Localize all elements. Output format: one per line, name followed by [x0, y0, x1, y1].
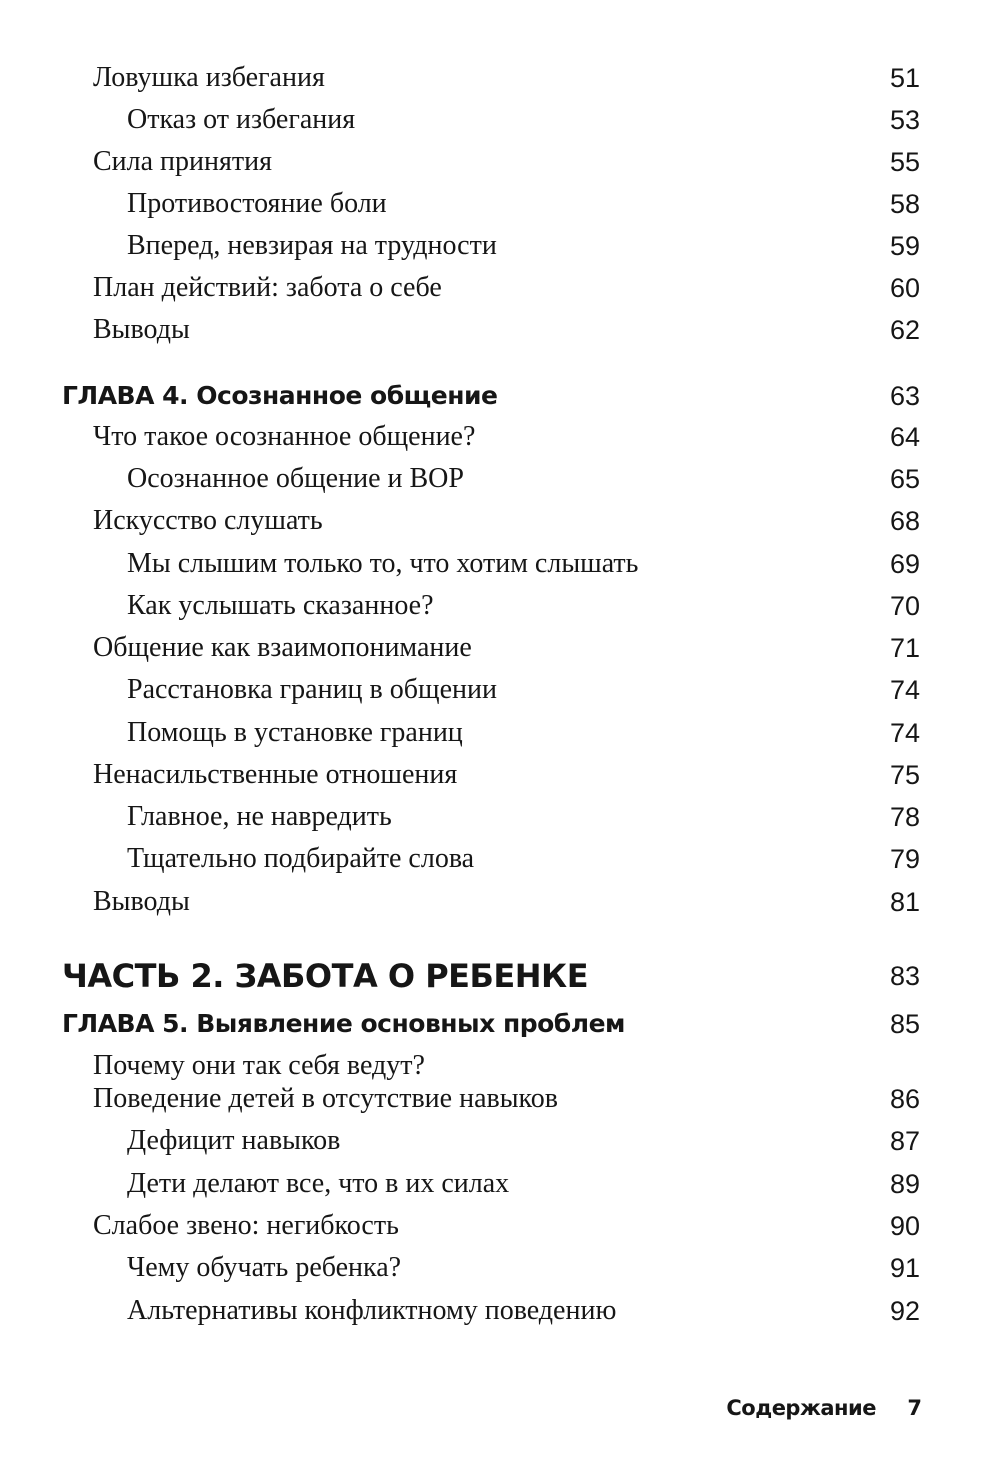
toc-entry-title: Сила принятия [93, 146, 272, 177]
toc-entry-title: Как услышать сказанное? [127, 590, 434, 621]
toc-entry [0, 270, 1000, 310]
toc-entry-page: 74 [889, 718, 920, 748]
toc-chapter-heading [0, 378, 1000, 418]
toc-entry-page: 58 [889, 189, 920, 219]
toc-entry [0, 546, 1000, 586]
page-footer [0, 1393, 1000, 1429]
toc-entry [0, 1166, 1000, 1206]
toc-entry-page: 91 [889, 1253, 920, 1283]
toc-entry-title: Помощь в установке границ [127, 717, 463, 748]
toc-entry [0, 1208, 1000, 1248]
toc-entry-page: 65 [889, 464, 920, 494]
toc-entry-page: 71 [889, 633, 920, 663]
toc-entry [0, 503, 1000, 543]
toc-entry-title: Общение как взаимопонимание [93, 632, 472, 663]
toc-entry [0, 757, 1000, 797]
toc-entry [0, 102, 1000, 142]
toc-entry-page: 83 [889, 961, 920, 991]
toc-entry-title: ЧАСТЬ 2. ЗАБОТА О РЕБЕНКЕ [62, 957, 589, 995]
toc-entry-title: Дефицит навыков [127, 1125, 341, 1156]
toc-entry [0, 419, 1000, 459]
toc-entry-title: Дети делают все, что в их силах [127, 1168, 510, 1199]
toc-entry [0, 799, 1000, 839]
toc-part-heading [0, 958, 1000, 998]
toc-entry-title: Поведение детей в отсутствие навыков [93, 1083, 558, 1114]
toc-entry-title: Противостояние боли [127, 188, 387, 219]
toc-entry-title: Вперед, невзирая на трудности [127, 230, 497, 261]
toc-entry [0, 1293, 1000, 1333]
toc-entry-page: 51 [889, 63, 920, 93]
toc-entry [0, 144, 1000, 184]
toc-chapter-heading [0, 1006, 1000, 1046]
toc-entry [0, 186, 1000, 226]
toc-entry-page: 85 [889, 1009, 920, 1039]
toc-entry-title: Тщательно подбирайте слова [127, 843, 475, 874]
toc-entry-page: 87 [889, 1126, 920, 1156]
toc-entry [0, 884, 1000, 924]
toc-entry-title: ГЛАВА 5. Выявление основных проблем [62, 1009, 625, 1038]
toc-entry-page: 68 [889, 506, 920, 536]
toc-entry-page: 90 [889, 1211, 920, 1241]
toc-entry-title: Что такое осознанное общение? [93, 421, 476, 452]
toc-entry-title: Выводы [93, 314, 190, 345]
toc-entry [0, 841, 1000, 881]
toc-entry-page: 59 [889, 231, 920, 261]
toc-entry-page: 86 [889, 1084, 920, 1114]
toc-entry [0, 715, 1000, 755]
page-number: 7 [907, 1396, 922, 1420]
toc-entry-title: Искусство слушать [93, 505, 323, 536]
toc-entry-page: 53 [889, 105, 920, 135]
toc-entry-title: Осознанное общение и ВОР [127, 463, 464, 494]
toc-entry-title: Слабое звено: негибкость [93, 1210, 399, 1241]
toc-entry-title: ГЛАВА 4. Осознанное общение [62, 381, 498, 410]
toc-entry [0, 60, 1000, 100]
toc-entry-page: 92 [889, 1296, 920, 1326]
toc-entry-page: 89 [889, 1169, 920, 1199]
toc-entry-page: 64 [889, 422, 920, 452]
toc-entry-title: Ловушка избегания [93, 62, 325, 93]
toc-entry [0, 461, 1000, 501]
toc-entry [0, 1081, 1000, 1121]
toc-entry-title: Расстановка границ в общении [127, 674, 497, 705]
toc-entry [0, 672, 1000, 712]
toc-entry-page: 79 [889, 844, 920, 874]
toc-entry-title: Чему обучать ребенка? [127, 1252, 402, 1283]
toc-entry-title: Мы слышим только то, что хотим слышать [127, 548, 639, 579]
toc-entry-title: Главное, не навредить [127, 801, 392, 832]
toc-entry-page: 78 [889, 802, 920, 832]
toc-entry-page: 81 [889, 887, 920, 917]
toc-entry [0, 228, 1000, 268]
toc-entry-title: Почему они так себя ведут? [93, 1050, 425, 1081]
toc-entry-page: 55 [889, 147, 920, 177]
toc-entry-page: 60 [889, 273, 920, 303]
toc-entry-title: Выводы [93, 886, 190, 917]
toc-entry [0, 1250, 1000, 1290]
running-footer-label: Содержание [726, 1396, 876, 1420]
toc-entry [0, 1123, 1000, 1163]
toc-entry-title: План действий: забота о себе [93, 272, 442, 303]
toc-entry [0, 630, 1000, 670]
toc-entry-page: 63 [889, 381, 920, 411]
toc-entry-page: 69 [889, 549, 920, 579]
toc-entry [0, 312, 1000, 352]
toc-entry-title: Альтернативы конфликтному поведению [127, 1295, 617, 1326]
toc-entry-page: 74 [889, 675, 920, 705]
toc-entry [0, 588, 1000, 628]
toc-entry-page: 70 [889, 591, 920, 621]
toc-entry-title: Отказ от избегания [127, 104, 356, 135]
toc-entry-title: Ненасильственные отношения [93, 759, 458, 790]
toc-entry-page: 75 [889, 760, 920, 790]
toc-entry-page: 62 [889, 315, 920, 345]
